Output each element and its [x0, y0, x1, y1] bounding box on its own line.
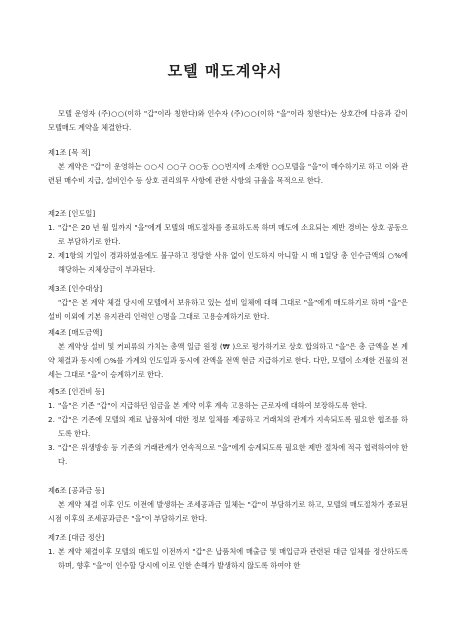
item-number: 1. — [48, 547, 55, 556]
item-text: "갑"은 위생방송 등 기존의 거래관계가 연속적으로 "을"에게 승계되도록 필요한 제반 절차에 적극 협력하여야 한다. — [58, 443, 408, 466]
article-5-heading: 제5조 [인건비 등] — [48, 387, 105, 396]
intro-paragraph: 모텔 운영자 (주)○○(이하 "갑"이라 칭한다)와 인수자 (주)○○(이하 "을"이라 칭한다)는 상호간에 다음과 같이 모텔매도 계약을 체결한다. — [48, 109, 408, 132]
article-5-item-3 — [48, 441, 408, 469]
article-1 — [48, 146, 408, 188]
item-text: "갑"은 기존에 모텔의 재료 납품처에 대한 정보 일체를 제공하고 거래처의 관계가 지속되도록 필요한 협조를 하도록 한다. — [58, 415, 408, 438]
article-7 — [48, 531, 408, 573]
article-7-item-1 — [48, 545, 408, 573]
article-6-heading: 제6조 [공과금 등] — [48, 486, 105, 495]
article-2-item-2 — [48, 249, 408, 277]
item-number: 2. — [48, 251, 55, 260]
article-4-body: 본 계약상 설비 및 커피류의 가치는 총액 일금 원정 (₩ )으로 평가하기로 상호 합의하고 "을"은 총 금액을 본 계약 체결과 동시에 ○%를 가계의 인도일과 동시에 잔액을 전액 현금 지급하기로 한다. 다만, 모텔이 소재한 건물의 전세는 그대로 "을"이 승계하기로 한다. — [48, 342, 408, 379]
article-6-body: 본 계약 체결 이후 인도 이전에 발생하는 조세공과금 일체는 "갑"이 부담하기로 하고, 모텔의 매도절차가 종료된 시점 이후의 조세공과금은 "을"이 부담하기로 한다. — [48, 500, 408, 523]
article-5-item-2 — [48, 413, 408, 441]
article-1-heading: 제1조 [목 적] — [48, 148, 91, 157]
article-6 — [48, 484, 408, 526]
item-number: 1. — [48, 223, 55, 232]
item-number: 1. — [48, 401, 55, 410]
item-text: 제1항의 기일이 경과하였음에도 불구하고 정당한 사유 없이 인도하지 아니할 시 매 1일당 총 인수금액의 ○%에 해당하는 지체상금이 부과된다. — [58, 251, 408, 274]
article-4 — [48, 326, 408, 382]
article-4-heading: 제4조 [매도금액] — [48, 328, 103, 337]
article-2-item-1 — [48, 221, 408, 249]
item-text: 본 계약 체결이후 모텔의 매도일 이전까지 "갑"은 납품처에 매출금 및 매입금과 관련된 대금 일체를 정산하도록 하며, 향후 "을"이 인수할 당시에 이로 인한 손해가 발생하지 않도록 하여야 한 — [58, 547, 408, 570]
article-2 — [48, 207, 408, 277]
item-text: "을"은 기존 "갑"이 지급하던 임금을 본 계약 이후 계속 고용하는 근로자에 대하여 보장하도록 한다. — [58, 401, 368, 410]
article-1-body: 본 계약은 "갑"이 운영하는 ○○시 ○○구 ○○동 ○○번지에 소재한 ○○모텔을 "을"이 매수하기로 하고 이와 관련된 매수비 지급, 설비인수 등 상호 권리의무 사항에 관한 사항의 규율을 목적으로 한다. — [48, 162, 408, 185]
article-3 — [48, 282, 408, 324]
item-text: "갑"은 20 년 월 일까지 "을"에게 모텔의 매도절차를 종료하도록 하며 매도에 소요되는 제반 경비는 상호 공동으로 부담하기로 한다. — [58, 223, 408, 246]
article-2-heading: 제2조 [인도일] — [48, 209, 96, 218]
article-5-item-1 — [48, 399, 408, 413]
document-title: 모텔 매도계약서 — [167, 62, 283, 80]
item-number: 2. — [48, 415, 55, 424]
article-7-heading: 제7조 [대금 정산] — [48, 533, 105, 542]
article-3-heading: 제3조 [인수대상] — [48, 284, 103, 293]
article-5 — [48, 385, 408, 469]
item-number: 3. — [48, 443, 55, 452]
article-3-body: "갑"은 본 계약 체결 당시에 모텔에서 보유하고 있는 설비 일체에 대해 그대로 "을"에게 매도하기로 하며 "을"은 설비 이외에 기본 유지관리 인력인 ○명을 그대로 고용승계하기로 한다. — [48, 298, 408, 321]
